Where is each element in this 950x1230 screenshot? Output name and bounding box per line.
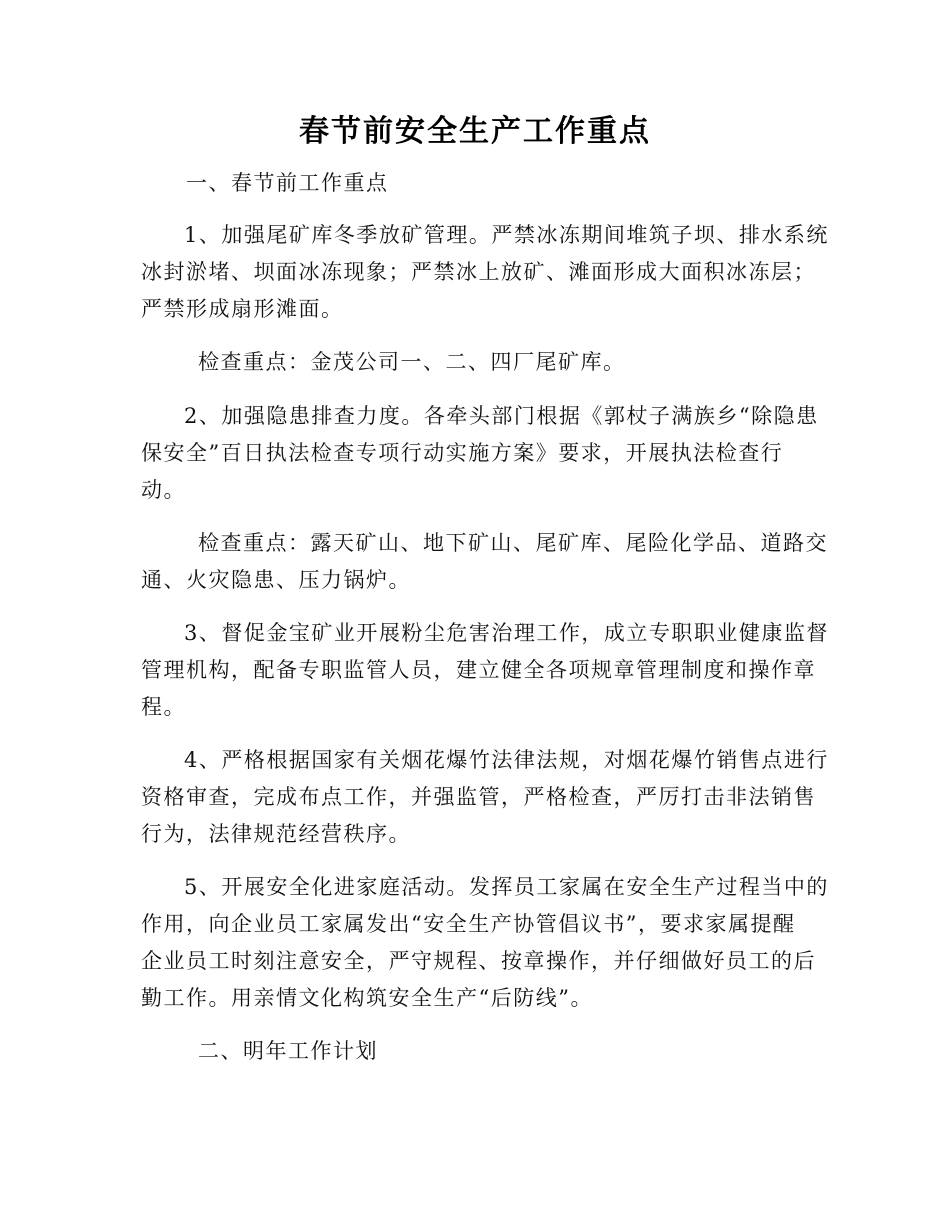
- paragraph-line: 管理机构，配备专职监管人员，建立健全各项规章管理制度和操作章: [141, 658, 816, 682]
- paragraph-line: 作用，向企业员工家属发出“安全生产协管倡议书”，要求家属提醒: [141, 912, 796, 936]
- paragraph-line: 勤工作。用亲情文化构筑安全生产“后防线”。: [141, 986, 593, 1010]
- paragraph-line: 保安全”百日执法检查专项行动实施方案》要求，开展执法检查行: [141, 441, 784, 465]
- paragraph-line: 冰封淤堵、坝面冰冻现象；严禁冰上放矿、滩面形成大面积冰冻层；: [141, 260, 816, 284]
- paragraph-line: 5、开展安全化进家庭活动。发挥员工家属在安全生产过程当中的: [184, 875, 829, 899]
- document-title: 春节前安全生产工作重点: [299, 114, 651, 149]
- paragraph-line: 程。: [141, 695, 186, 719]
- paragraph-line: 行为，法律规范经营秩序。: [141, 822, 411, 846]
- paragraph-line: 4、严格根据国家有关烟花爆竹法律法规，对烟花爆竹销售点进行: [184, 748, 829, 772]
- paragraph-line: 3、督促金宝矿业开展粉尘危害治理工作，成立专职职业健康监督: [184, 621, 829, 645]
- paragraph-line: 检查重点：金茂公司一、二、四厂尾矿库。: [198, 350, 626, 374]
- paragraph-line: 企业员工时刻注意安全，严守规程、按章操作，并仔细做好员工的后: [141, 949, 816, 973]
- section-heading-2: 二、明年工作计划: [198, 1039, 378, 1063]
- paragraph-line: 资格审查，完成布点工作，并强监管，严格检查，严厉打击非法销售: [141, 785, 816, 809]
- paragraph-line: 动。: [141, 478, 186, 502]
- paragraph-line: 检查重点：露天矿山、地下矿山、尾矿库、尾险化学品、道路交: [198, 531, 828, 555]
- paragraph-line: 通、火灾隐患、压力锅炉。: [141, 568, 411, 592]
- paragraph-line: 1、加强尾矿库冬季放矿管理。严禁冰冻期间堆筑子坝、排水系统: [184, 223, 829, 247]
- paragraph-line: 严禁形成扇形滩面。: [141, 297, 344, 321]
- paragraph-line: 2、加强隐患排查力度。各牵头部门根据《郭杖子满族乡“除隐患: [184, 404, 819, 428]
- section-heading-1: 一、春节前工作重点: [186, 171, 389, 195]
